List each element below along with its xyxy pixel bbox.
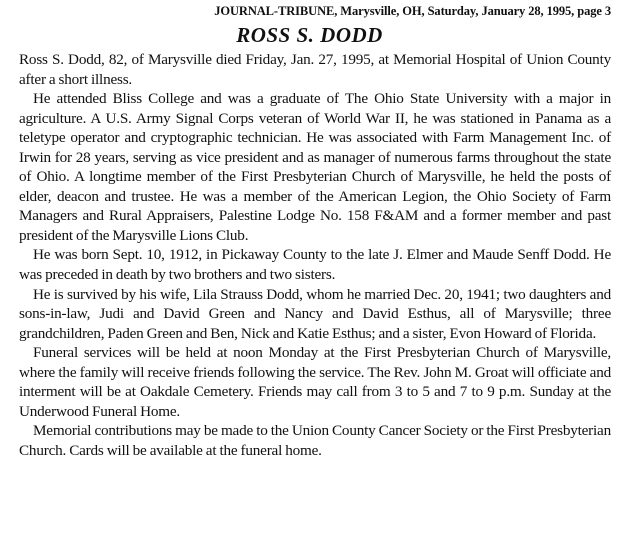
paragraph-memorial-contributions: Memorial contributions may be made to the Union County Cancer Society or the First Presbyterian Church. Cards will be available at the funeral home. (19, 422, 611, 459)
newspaper-source-line: JOURNAL-TRIBUNE, Marysville, OH, Saturday, January 28, 1995, page 3 (214, 4, 611, 18)
paragraph-survivors: He is survived by his wife, Lila Strauss Dodd, whom he married Dec. 20, 1941; two daughters and sons-in-law, Judi and David Green and Nancy and David Esthus, all of Marysville; three grandchildren, Paden Green and Ben, Nick and Katie Esthus; and a sister, Evon Howard of Florida. (19, 285, 611, 342)
paragraph-death-notice: Ross S. Dodd, 82, of Marysville died Friday, Jan. 27, 1995, at Memorial Hospital of Union County after a short illness. (19, 51, 611, 88)
paragraph-biography: He attended Bliss College and was a graduate of The Ohio State University with a major in agriculture. A U.S. Army Signal Corps veteran of World War II, he was stationed in Panama as a teletype operator and cryptographic technician. He was associated with Farm Management Inc. of Irwin for 28 years, serving as vice president and as manager of numerous farms throughout the state of Ohio. A longtime member of the First Presbyterian Church of Marysville, he held the posts of elder, deacon and trustee. He was a member of the American Legion, the Ohio Society of Farm Managers and Rural Appraisers, Palestine Lodge No. 158 F&AM and a former member and past president of the Marysville Lions Club. (19, 90, 611, 244)
paragraph-birth: He was born Sept. 10, 1912, in Pickaway County to the late J. Elmer and Maude Senff Dodd. He was preceded in death by two brothers and two sisters. (19, 246, 611, 284)
paragraph-funeral-services: Funeral services will be held at noon Monday at the First Presbyterian Church of Marysville, where the family will receive friends following the service. The Rev. John M. Groat will officiate and interment will be at Oakdale Cemetery. Friends may call from 3 to 5 and 7 to 9 p.m. Sunday at the Underwood Funeral Home. (19, 344, 611, 420)
obituary-title: ROSS S. DODD (236, 23, 383, 47)
obituary-body (19, 50, 611, 460)
